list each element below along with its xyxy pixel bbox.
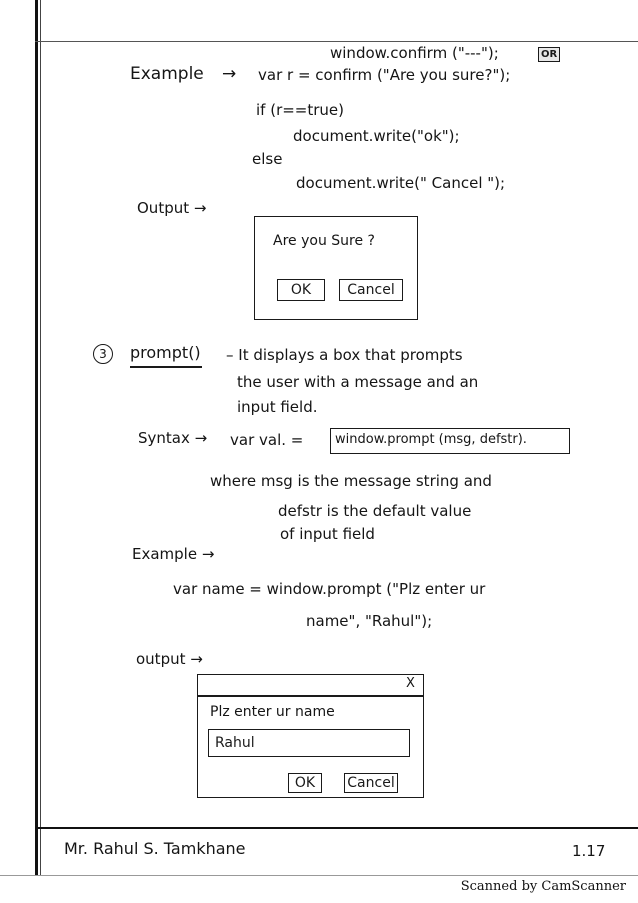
else-line: else [252,150,283,168]
prompt-desc-3: input field. [237,398,318,416]
prompt-cancel-button: Cancel [344,773,398,793]
confirm-message: Are you Sure ? [273,233,375,249]
scan-edge [0,875,638,876]
output-label: Output → [137,199,207,217]
margin-line [35,0,38,875]
margin-line-inner [40,0,41,875]
example-label: Example [130,64,204,84]
prompt-ok-button: OK [288,773,322,793]
example2-label: Example → [132,545,215,563]
confirm-dialog-sketch [254,216,418,320]
prompt-input-field: Rahul [208,729,410,757]
close-icon: X [406,676,415,691]
top-rule [35,41,638,42]
prompt-title-underline [130,366,202,368]
example2-code-1: var name = window.prompt ("Plz enter ur [173,580,486,598]
syntax-code: window.prompt (msg, defstr). [335,432,527,447]
output2-label: output → [136,650,203,668]
doc-ok-line: document.write("ok"); [293,127,460,145]
where-line-1: where msg is the message string and [210,472,492,490]
dialog-titlebar-rule [198,695,423,697]
confirm-ok-button: OK [277,279,325,301]
example-code-1: var r = confirm ("Are you sure?"); [258,66,511,84]
example2-code-2: name", "Rahul"); [306,612,433,630]
section-number: 3 [93,344,113,364]
confirm-cancel-button: Cancel [339,279,403,301]
prompt-title: prompt() [130,343,201,362]
prompt-dialog-sketch [197,674,424,798]
syntax-code-box [330,428,570,454]
where-line-2: defstr is the default value [278,502,472,520]
footer-author: Mr. Rahul S. Tamkhane [64,839,246,858]
arrow: → [222,64,237,84]
bottom-rule [35,827,638,829]
prompt-message: Plz enter ur name [210,704,335,720]
syntax-var: var val. = [230,431,304,449]
footer-page-number: 1.17 [572,842,606,860]
prompt-desc-2: the user with a message and an [237,373,479,391]
scanner-credit: Scanned by CamScanner [460,879,626,894]
syntax-label: Syntax → [138,429,208,447]
confirm-syntax: window.confirm ("---"); [330,44,499,62]
prompt-desc-1: – It displays a box that prompts [226,346,463,364]
where-line-3: of input field [280,525,375,543]
if-line: if (r==true) [256,101,345,119]
doc-cancel-line: document.write(" Cancel "); [296,174,506,192]
or-badge: OR [538,47,560,62]
